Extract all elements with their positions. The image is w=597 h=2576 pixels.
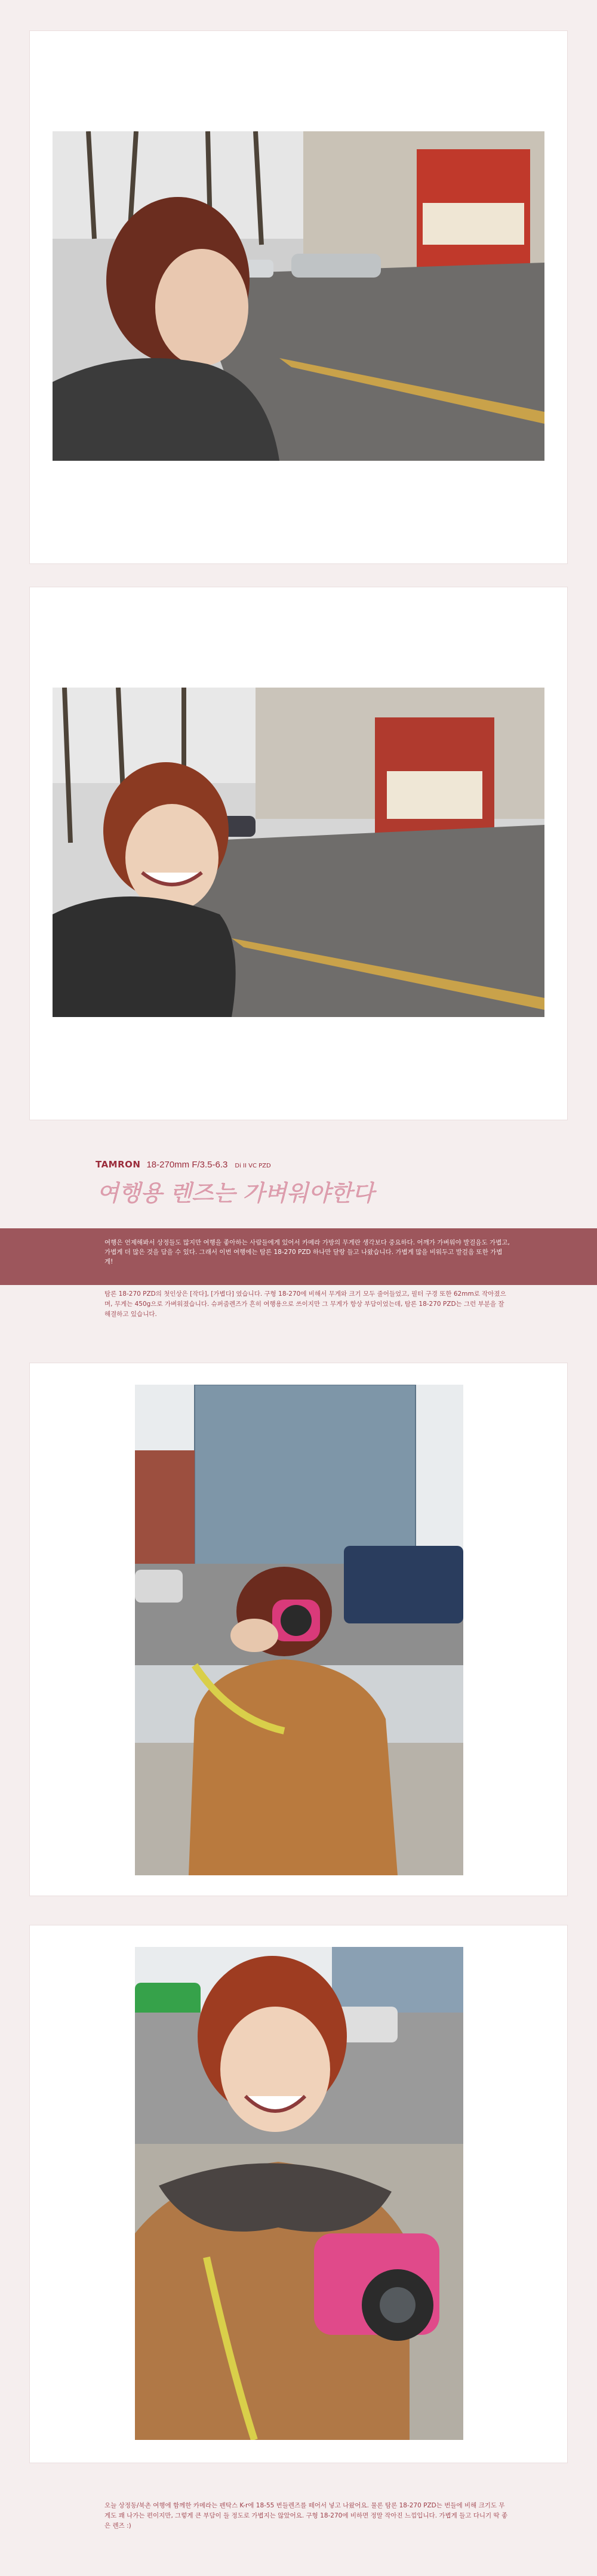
photo-woman-laughing-pink-camera — [135, 1947, 463, 2440]
handwritten-title-text: 여행용 렌즈는 가벼워야한다 — [97, 1180, 374, 1206]
lens-model: 18-270mm F/3.5-6.3 — [146, 1160, 228, 1170]
lens-model-suffix: Di II VC PZD — [235, 1163, 271, 1169]
intro-text: 여행은 언제해봐서 상정들도 많지만 여행을 좋아하는 사람들에게 있어서 카메라 가방의 무게란 생각보다 중요하다. 어깨가 가벼워야 발걸음도 가볍고, 가볍게 더 많은 것을 담을 수 있다. 그래서 이번 여행에는 탐론 18-270 PZD 하나만 달랑 들고 나왔습니다. 가볍게 많을 비워두고 발걸음 또한 가볍게! — [104, 1239, 510, 1265]
handwritten-title — [96, 1177, 454, 1208]
photo-woman-profile-street — [53, 131, 544, 461]
body-paragraph: 탐론 18-270 PZD의 첫인상은 [작다], [가볍다] 였습니다. 구형 18-270에 비해서 무게와 크기 모두 줄어들었고, 필터 구경 또한 62mm로 작아졌으며, 무게는 450g으로 가벼워졌습니다. 슈퍼줌렌즈가 흔히 여행용으로 쓰이지만 그 무게가 항상 부담이었는데, 탐론 18-270 PZD는 그런 부분을 잘 해결하고 있습니다. — [104, 1290, 506, 1318]
photo-card-3 — [30, 1363, 567, 1896]
photo-woman-smiling-street — [53, 688, 544, 1017]
photo-woman-pink-camera — [135, 1385, 463, 1875]
lens-brand-row — [96, 1159, 271, 1173]
footer-paragraph: 오늘 상정동/북촌 여행에 함께한 카메라는 펜탁스 K-r에 18-55 번들렌즈를 떼어서 넣고 나왔어요. 물론 탐론 18-270 PZD는 번들에 비해 크기도 무게도 꽤 나가는 편이지만, 그렇게 큰 부담이 들 정도로 가볍지는 않았어요. 구형 18-270에 비하면 정말 작아진 느낌입니다. 가볍게 들고 다니기 딱 좋은 렌즈 :) — [104, 2502, 508, 2529]
photo-card-1 — [30, 31, 567, 563]
photo-card-2 — [30, 587, 567, 1120]
intro-band — [0, 1228, 597, 1285]
photo-card-4 — [30, 1925, 567, 2463]
brand-logo: TAMRON — [96, 1159, 141, 1170]
